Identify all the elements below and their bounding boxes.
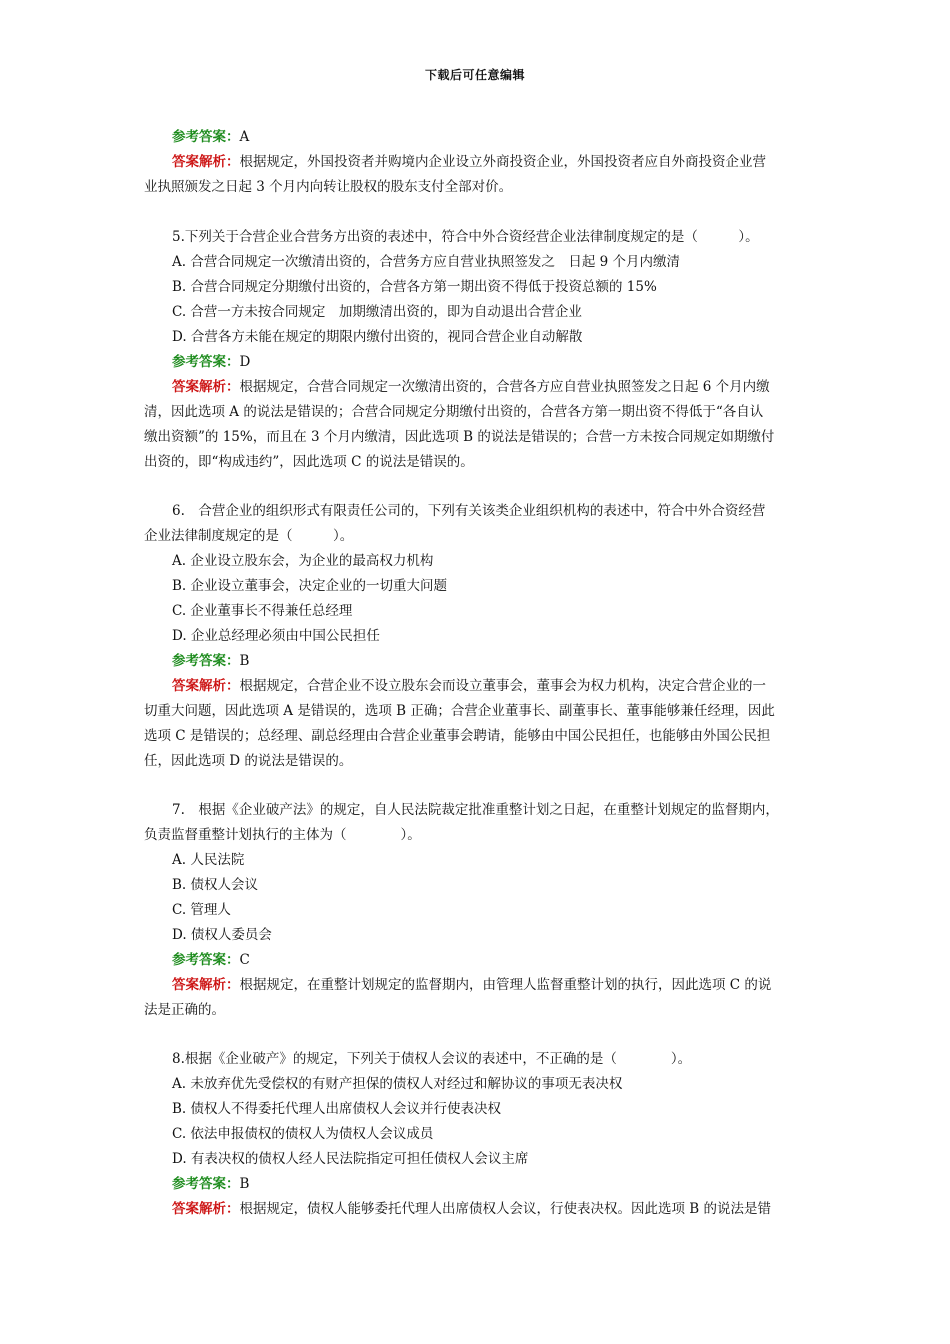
answer-value: D <box>239 354 251 370</box>
explanation-text: 出资的，即“构成违约”，因此选项 C 的说法是错误的。 <box>144 454 474 470</box>
option-d: D. 合营各方未能在规定的期限内缴付出资的，视同合营企业自动解散 <box>172 329 583 345</box>
explanation-text: 清，因此选项 A 的说法是错误的；合营合同规定分期缴付出资的，合营各方第一期出资不得低于“各自认 <box>144 404 764 420</box>
option-a: A. 企业设立股东会，为企业的最高权力机构 <box>172 553 434 569</box>
answer-label: 参考答案： <box>172 354 240 370</box>
answer-label: 参考答案： <box>172 952 240 968</box>
answer-value: B <box>239 653 250 669</box>
answer-label: 参考答案： <box>172 129 240 145</box>
explanation-label: 答案解析： <box>172 379 240 395</box>
question-stem: 5.下列关于合营企业合营务方出资的表述中，符合中外合资经营企业法律制度规定的是（ ）。 <box>172 229 759 245</box>
option-d: D. 企业总经理必须由中国公民担任 <box>172 628 380 644</box>
explanation-text: 根据规定，外国投资者并购境内企业设立外商投资企业，外国投资者应自外商投资企业营 <box>239 154 766 170</box>
explanation-label: 答案解析： <box>172 154 240 170</box>
explanation-label: 答案解析： <box>172 1201 240 1217</box>
answer-line <box>172 649 249 674</box>
option-a: A. 人民法院 <box>172 852 245 868</box>
question-stem: 企业法律制度规定的是（ ）。 <box>144 528 354 544</box>
explanation-text: 业执照颁发之日起 3 个月内向转让股权的股东支付全部对价。 <box>144 179 513 195</box>
question-stem: 负责监督重整计划执行的主体为（ ）。 <box>144 827 421 843</box>
option-c: C. 管理人 <box>172 902 231 918</box>
option-a: A. 未放弃优先受偿权的有财产担保的债权人对经过和解协议的事项无表决权 <box>172 1076 623 1092</box>
explanation-label: 答案解析： <box>172 678 240 694</box>
explanation-line <box>172 973 771 998</box>
answer-value: A <box>239 129 250 145</box>
option-c: C. 依法申报债权的债权人为债权人会议成员 <box>172 1126 434 1142</box>
question-stem: 7. 根据《企业破产法》的规定，自人民法院裁定批准重整计划之日起，在重整计划规定的监督期内， <box>172 802 779 818</box>
explanation-text: 根据规定，债权人能够委托代理人出席债权人会议，行使表决权。因此选项 B 的说法是错 <box>239 1201 772 1217</box>
answer-label: 参考答案： <box>172 653 240 669</box>
answer-line <box>172 1172 249 1197</box>
option-d: D. 有表决权的债权人经人民法院指定可担任债权人会议主席 <box>172 1151 529 1167</box>
explanation-text: 任，因此选项 D 的说法是错误的。 <box>144 753 353 769</box>
explanation-line <box>172 375 770 400</box>
option-a: A. 合营合同规定一次缴清出资的，合营务方应自营业执照签发之 日起 9 个月内缴清 <box>172 254 681 270</box>
question-stem: 8.根据《企业破产》的规定，下列关于债权人会议的表述中，不正确的是（ ）。 <box>172 1051 692 1067</box>
answer-line <box>172 125 249 150</box>
option-d: D. 债权人委员会 <box>172 927 272 943</box>
option-c: C. 企业董事长不得兼任总经理 <box>172 603 353 619</box>
explanation-text: 缴出资额”的 15%，而且在 3 个月内缴清，因此选项 B 的说法是错误的；合营一方未按合同规定如期缴付 <box>144 429 775 445</box>
explanation-text: 切重大问题，因此选项 A 是错误的，选项 B 正确；合营企业董事长、副董事长、董事能够兼任经理，因此 <box>144 703 775 719</box>
answer-label: 参考答案： <box>172 1176 240 1192</box>
explanation-line <box>172 1197 771 1222</box>
option-b: B. 债权人会议 <box>172 877 259 893</box>
explanation-label: 答案解析： <box>172 977 240 993</box>
explanation-text: 根据规定，在重整计划规定的监督期内，由管理人监督重整计划的执行，因此选项 C 的说 <box>239 977 772 993</box>
answer-line <box>172 350 250 375</box>
explanation-line <box>172 674 766 699</box>
answer-value: C <box>239 952 250 968</box>
explanation-text: 根据规定，合营合同规定一次缴清出资的，合营各方应自营业执照签发之日起 6 个月内缴 <box>239 379 770 395</box>
explanation-text: 选项 C 是错误的；总经理、副总经理由合营企业董事会聘请，能够由中国公民担任，也能够由外国公民担 <box>144 728 771 744</box>
question-stem: 6. 合营企业的组织形式有限责任公司的，下列有关该类企业组织机构的表述中，符合中外合资经营 <box>172 503 766 519</box>
option-b: B. 债权人不得委托代理人出席债权人会议并行使表决权 <box>172 1101 502 1117</box>
explanation-line <box>172 150 766 175</box>
option-b: B. 企业设立董事会，决定企业的一切重大问题 <box>172 578 448 594</box>
option-c: C. 合营一方未按合同规定 加期缴清出资的，即为自动退出合营企业 <box>172 304 582 320</box>
explanation-text: 法是正确的。 <box>144 1002 225 1018</box>
option-b: B. 合营合同规定分期缴付出资的，合营各方第一期出资不得低于投资总额的 15% <box>172 279 657 295</box>
answer-value: B <box>239 1176 250 1192</box>
explanation-text: 根据规定，合营企业不设立股东会而设立董事会，董事会为权力机构，决定合营企业的一 <box>239 678 766 694</box>
answer-line <box>172 948 250 973</box>
page-header: 下载后可任意编辑 <box>424 68 525 82</box>
